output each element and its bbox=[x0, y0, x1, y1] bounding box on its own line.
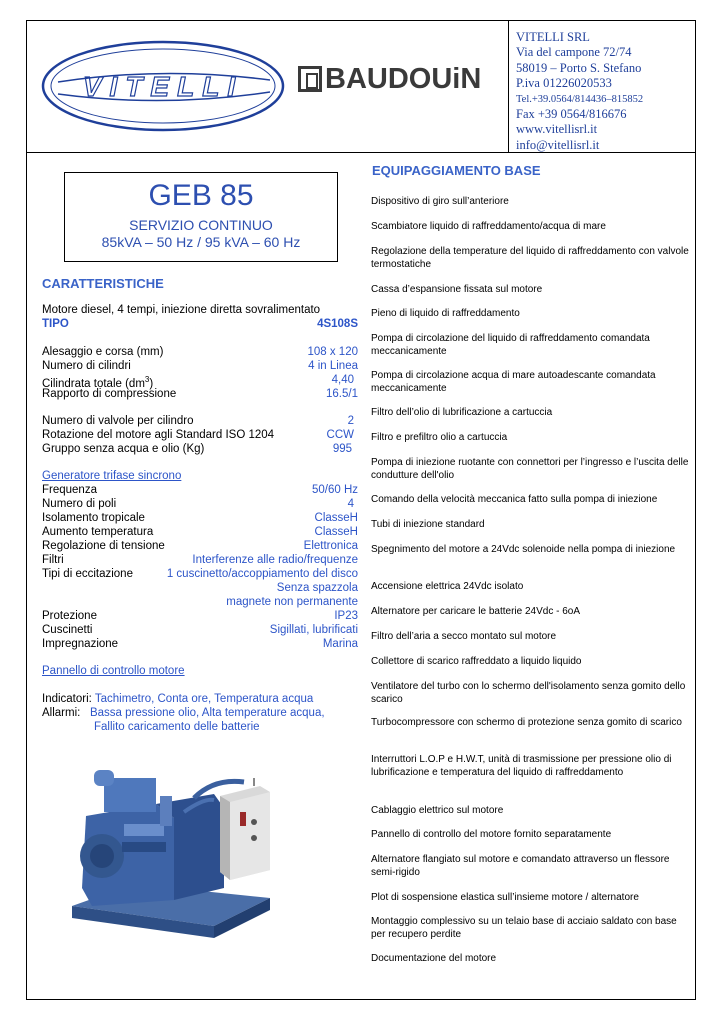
equipment-item: Montaggio complessivo su un telaio base di acciaio saldato con base per recupero perdite bbox=[371, 916, 677, 940]
equipment-item: Alternatore per caricare le batterie 24Vdc - 6oA bbox=[371, 606, 580, 617]
equipment-item: Accensione elettrica 24Vdc isolato bbox=[371, 581, 524, 592]
equipment-item: Filtro dell’aria a secco montato sul motore bbox=[371, 631, 557, 642]
service-type: SERVIZIO CONTINUO bbox=[129, 217, 273, 233]
header-vertical-divider bbox=[508, 20, 509, 152]
equipment-item: Comando della velocità meccanica fatto sulla pompa di iniezione bbox=[371, 494, 658, 505]
baudouin-mark-icon bbox=[298, 66, 322, 92]
company-address: Via del campone 72/74 bbox=[516, 45, 632, 60]
generator-set-image bbox=[64, 738, 280, 952]
equipment-item: Pieno di liquido di raffreddamento bbox=[371, 308, 520, 319]
equipment-item: Spegnimento del motore a 24Vdc solenoide nella pompa di iniezione bbox=[371, 544, 676, 555]
equipment-item: Pompa di circolazione acqua di mare autoadescante comandata meccanicamente bbox=[371, 370, 656, 394]
equipment-item: Alternatore flangiato sul motore e comandato attraverso un flessore semi-rigido bbox=[371, 854, 670, 878]
equipment-item: Filtro e prefiltro olio a cartuccia bbox=[371, 432, 508, 443]
baudouin-logo bbox=[298, 62, 496, 98]
equipment-item: Ventilatore del turbo con lo schermo dell'isolamento senza gomito dello scarico bbox=[371, 681, 686, 705]
model-title-box bbox=[64, 172, 338, 262]
equipment-item: Collettore di scarico raffreddato a liquido liquido bbox=[371, 656, 582, 667]
equipment-item: Dispositivo di giro sull’anteriore bbox=[371, 196, 509, 207]
equipment-item: Interruttori L.O.P e H.W.T, unità di trasmissione per pressione olio di lubrificazione e temperatura del liquido di raffreddamento bbox=[371, 754, 672, 778]
model-title: GEB 85 bbox=[148, 179, 254, 212]
equipment-item: Tubi di iniezione standard bbox=[371, 519, 485, 530]
equipment-item: Pompa di iniezione ruotante con connettori per l’ingresso e l’uscita delle condutture dell'olio bbox=[371, 457, 689, 481]
company-email[interactable]: info@vitellisrl.it bbox=[516, 137, 600, 152]
company-city: 58019 – Porto S. Stefano bbox=[516, 60, 642, 75]
power-rating: 85kVA – 50 Hz / 95 kVA – 60 Hz bbox=[101, 234, 301, 250]
equipment-item: Regolazione della temperature del liquido di raffreddamento con valvole termostatiche bbox=[371, 246, 689, 270]
equipment-item: Pannello di controllo del motore fornito separatamente bbox=[371, 829, 612, 840]
company-website[interactable]: www.vitellisrl.it bbox=[516, 122, 598, 137]
company-tel: Tel.+39.0564/814436–815852 bbox=[516, 93, 644, 105]
company-name: VITELLI SRL bbox=[516, 30, 590, 44]
equipment-item: Documentazione del motore bbox=[371, 953, 497, 964]
vitelli-logo-text: VITELLI bbox=[82, 71, 244, 102]
baudouin-logo-text: BAUDOUiN bbox=[325, 63, 482, 95]
equipment-item: Scambiatore liquido di raffreddamento/acqua di mare bbox=[371, 221, 606, 232]
equipment-item: Filtro dell’olio di lubrificazione a cartuccia bbox=[371, 407, 553, 418]
equipment-item: Cablaggio elettrico sul motore bbox=[371, 805, 504, 816]
equipment-item: Cassa d’espansione fissata sul motore bbox=[371, 284, 543, 295]
company-vat: P.iva 01226020533 bbox=[516, 76, 612, 91]
company-fax: Fax +39 0564/816676 bbox=[516, 107, 627, 122]
caratteristiche-heading: CARATTERISTICHE bbox=[42, 276, 164, 291]
equipment-item: Pompa di circolazione del liquido di raffreddamento comandata meccanicamente bbox=[371, 333, 650, 357]
company-info bbox=[516, 30, 643, 153]
vitelli-logo bbox=[38, 36, 288, 136]
equipment-item: Turbocompressore con schermo di protezione senza gomito di scarico bbox=[371, 717, 682, 728]
equipment-item: Plot di sospensione elastica sull’insieme motore / alternatore bbox=[371, 892, 639, 903]
equipaggiamento-heading: EQUIPAGGIAMENTO BASE bbox=[372, 163, 541, 178]
